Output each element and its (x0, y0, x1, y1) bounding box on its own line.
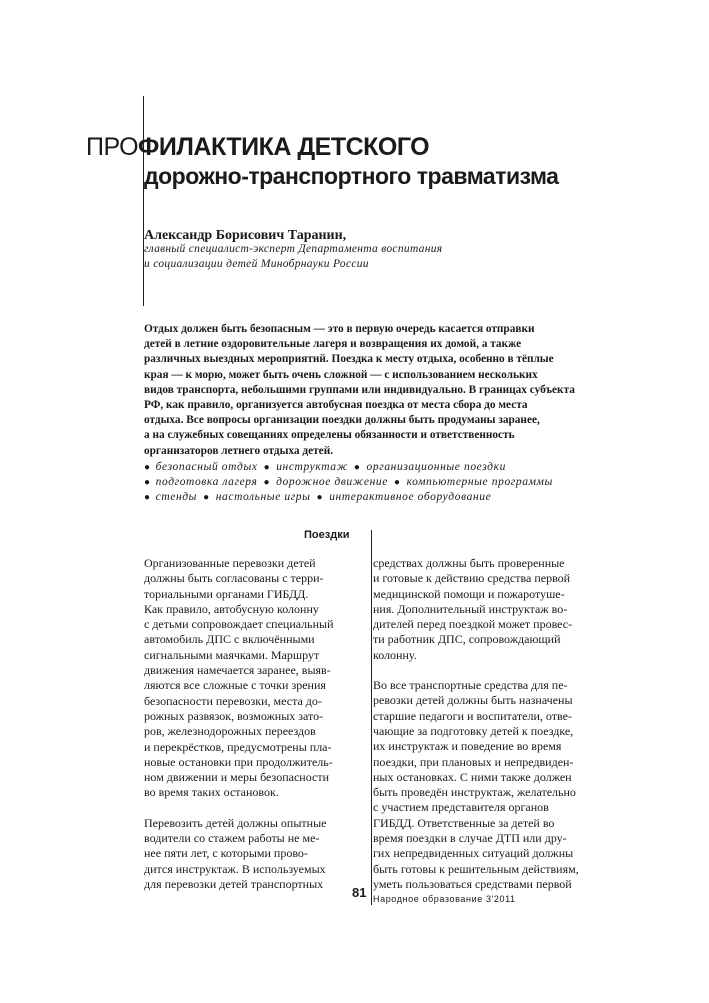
author-position (144, 242, 442, 272)
bullet-icon: ● (144, 462, 151, 473)
text-column-left (144, 556, 366, 892)
body-line: ти работник ДПС, сопровождающий (373, 632, 561, 647)
lead-line: различных выездных мероприятий. Поездка к месту отдыха, особенно в тёплые (144, 353, 554, 366)
body-line: ГИБДД. Ответственные за детей во (373, 815, 555, 830)
body-line: автомобиль ДПС с включёнными (144, 632, 315, 647)
page-title (86, 132, 429, 162)
bullet-icon: ● (353, 462, 361, 473)
keyword: дорожное движение (276, 476, 388, 488)
body-line: колонну. (373, 647, 417, 662)
text-column-right (373, 556, 613, 892)
author-position-line: и социализации детей Минобрнауки России (144, 258, 369, 270)
body-line: ных остановках. С ними также должен (373, 769, 572, 784)
keyword: компьютерные программы (406, 476, 553, 488)
keywords-row (144, 475, 553, 490)
body-line: Как правило, автобусную колонну (144, 601, 319, 616)
body-line: с участием представителя органов (373, 800, 549, 815)
author-name: Александр Борисович Таранин, (144, 228, 347, 243)
body-line: их инструктаж и поведение во время (373, 739, 562, 754)
body-line: дителей перед поездкой может провес- (373, 617, 573, 632)
body-line: движения намечается заранее, выяв- (144, 663, 331, 678)
title-prefix: ПРО (86, 133, 139, 161)
body-line: водители со стажем работы не ме- (144, 831, 320, 846)
lead-line: а на служебных совещаниях определены обязанности и ответственность (144, 429, 515, 442)
author-position-line: главный специалист-эксперт Департамента воспитания (144, 243, 443, 255)
title-rule (143, 96, 144, 306)
page-number: 81 (352, 885, 367, 900)
body-line: нее пяти лет, с которыми прово- (144, 846, 308, 861)
body-line: быть готовы к решительным действиям, (373, 861, 579, 876)
body-line: ном движении и меры безопасности (144, 770, 329, 785)
body-line: медицинской помощи и пожаротуше- (373, 586, 565, 601)
body-line: сигнальными маячками. Маршрут (144, 647, 320, 662)
body-line: Во все транспортные средства для пе- (373, 678, 568, 693)
page-subtitle: дорожно-транспортного травматизма (144, 163, 559, 189)
lead-line: края — к морю, может быть очень сложной — с использованием нескольких (144, 368, 538, 381)
bullet-icon: ● (263, 462, 271, 473)
body-line: во время таких остановок. (144, 785, 279, 800)
bullet-icon: ● (316, 492, 324, 503)
body-line: средствах должны быть проверенные (373, 556, 565, 570)
keywords-row (144, 490, 553, 505)
body-line: новые остановки при продолжитель- (144, 754, 333, 769)
body-line: с детьми сопровождает специальный (144, 617, 334, 632)
body-line: Перевозить детей должны опытные (144, 815, 327, 830)
keyword: безопасный отдых (155, 461, 258, 473)
lead-line: отдыха. Все вопросы организации поездки должны быть продуманы заранее, (144, 414, 540, 427)
body-line: должны быть согласованы с терри- (144, 571, 324, 586)
journal-name: Народное образование 3'2011 (373, 894, 516, 904)
body-line: безопасности перевозки, места до- (144, 693, 322, 708)
keywords (144, 460, 553, 505)
keyword: настольные игры (215, 491, 311, 503)
body-line: Организованные перевозки детей (144, 556, 316, 570)
lead-line: детей в летние оздоровительные лагеря и возвращения их домой, а также (144, 338, 522, 351)
body-line: поездки, при плановых и непредвиден- (373, 754, 574, 769)
body-line: быть проведён инструктаж, желательно (373, 785, 576, 800)
bullet-icon: ● (144, 477, 151, 488)
bullet-icon: ● (393, 477, 401, 488)
body-line: рожных развязок, возможных зато- (144, 708, 324, 723)
bullet-icon: ● (203, 492, 210, 503)
keyword: стенды (155, 491, 198, 503)
lead-line: РФ, как правило, организуется автобусная поездка от места сбора до места (144, 399, 528, 412)
bullet-icon: ● (263, 477, 271, 488)
lead-paragraph (144, 322, 634, 459)
lead-line: Отдых должен быть безопасным — это в первую очередь касается отправки (144, 323, 535, 335)
column-divider (371, 530, 372, 905)
body-line: уметь пользоваться средствами первой (373, 876, 572, 891)
keyword: подготовка лагеря (155, 476, 258, 488)
title-main: ФИЛАКТИКА ДЕТСКОГО (138, 133, 430, 161)
lead-line: организаторов летнего отдыха детей. (144, 444, 334, 457)
body-line: гих непредвиденных ситуаций должны (373, 846, 574, 861)
body-line: дится инструктаж. В используемых (144, 861, 326, 876)
body-line: ториальными органами ГИБДД. (144, 586, 309, 601)
body-line: старшие педагоги и воспитатели, отве- (373, 708, 572, 723)
body-line: ляются все сложные с точки зрения (144, 678, 326, 693)
keyword: организационные поездки (366, 461, 506, 473)
keywords-row (144, 460, 553, 475)
section-title: Поездки (304, 529, 350, 541)
body-line: и готовые к действию средства первой (373, 571, 571, 586)
body-line: для перевозки детей транспортных (144, 876, 324, 891)
keyword: инструктаж (276, 461, 348, 473)
keyword: интерактивное оборудование (329, 491, 492, 503)
body-line: ров, железнодорожных переездов (144, 724, 316, 739)
body-line: и перекрёстков, предусмотрены пла- (144, 739, 332, 754)
body-line: ния. Дополнительный инструктаж во- (373, 601, 568, 616)
lead-line: видов транспорта, небольшими группами или индивидуально. В границах субъекта (144, 383, 575, 396)
bullet-icon: ● (144, 492, 151, 503)
body-line: время поездки в случае ДТП или дру- (373, 831, 567, 846)
body-line: ревозки детей должны быть назначены (373, 693, 573, 708)
body-line: чающие за подготовку детей к поездке, (373, 723, 574, 738)
